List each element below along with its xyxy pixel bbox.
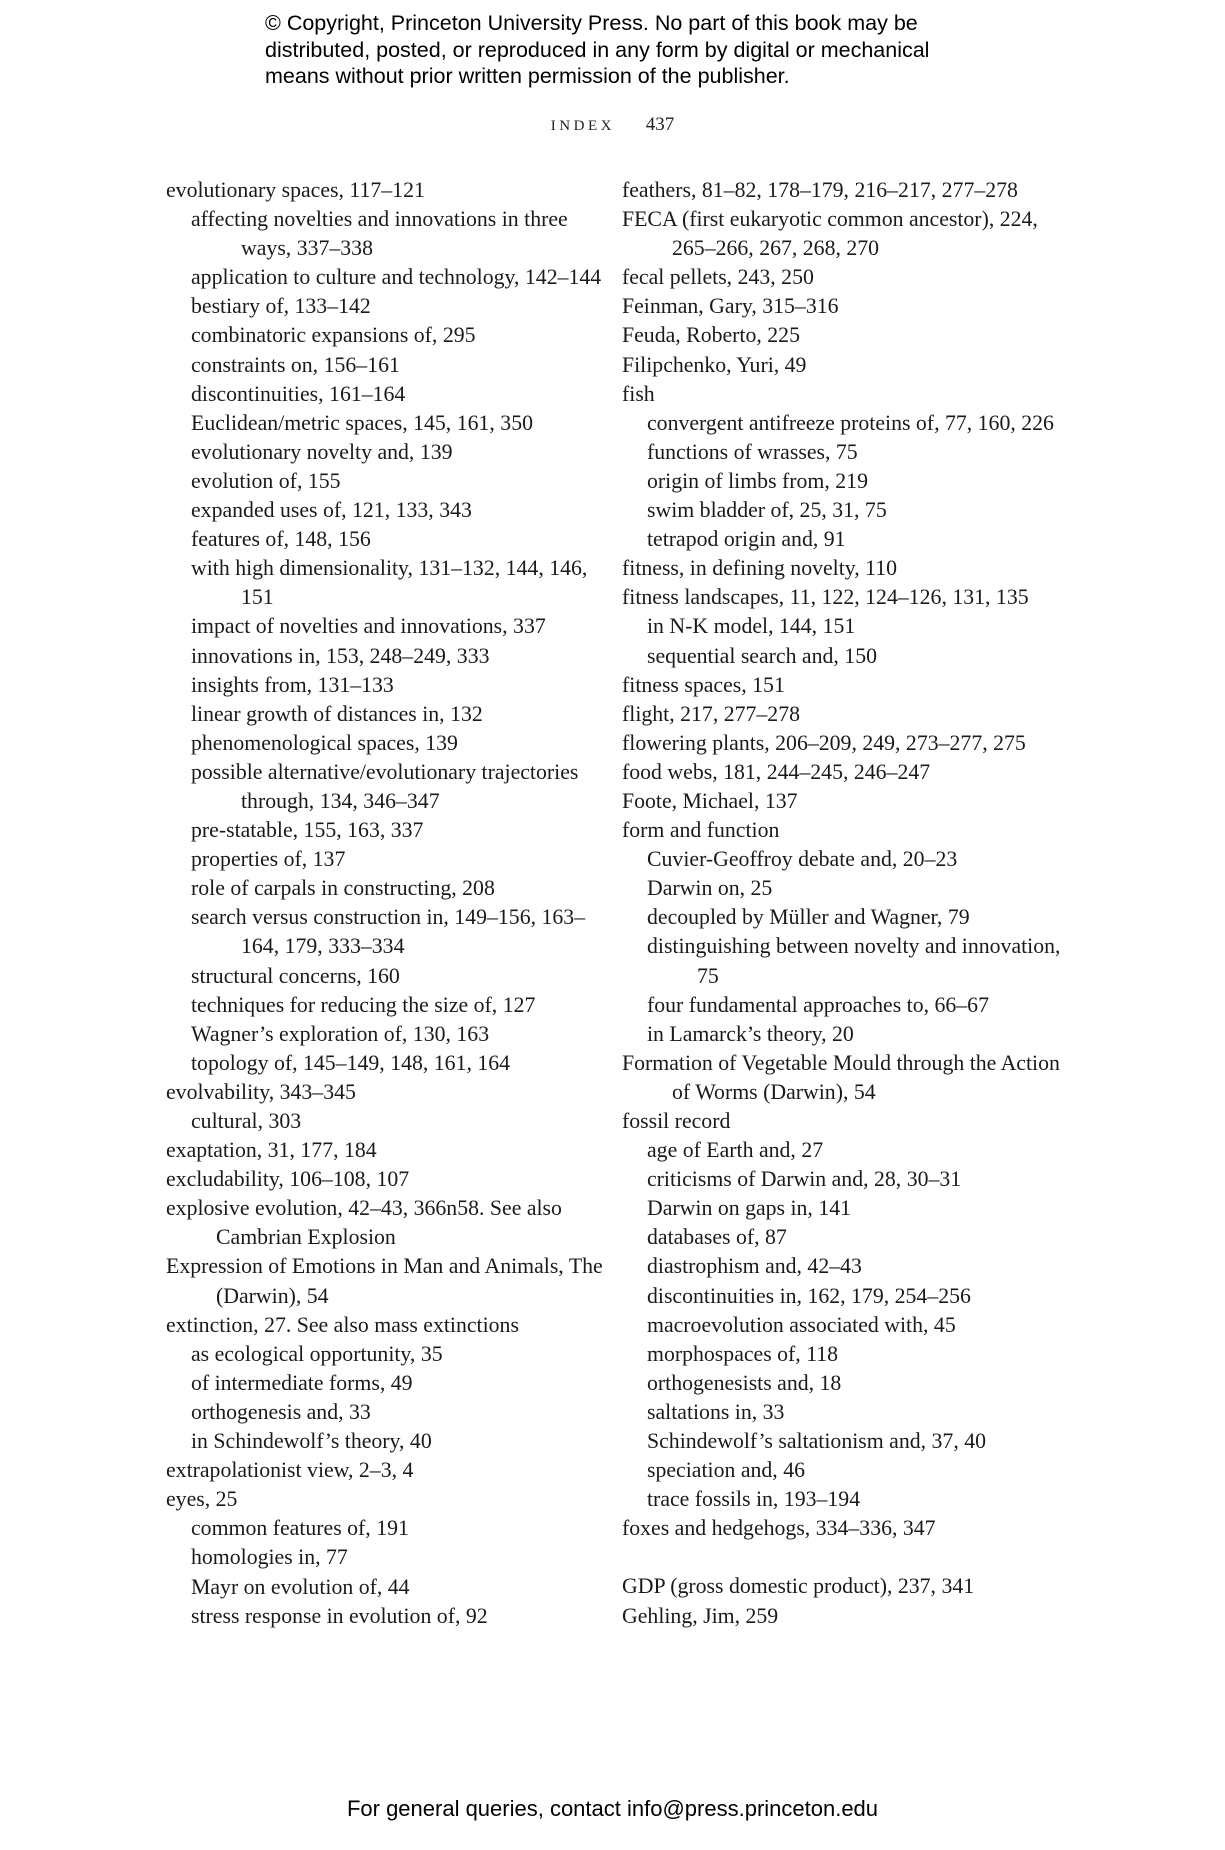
index-subentry: distinguishing between novelty and innovation, 75: [647, 934, 1061, 988]
index-entry: Formation of Vegetable Mould through the Action of Worms (Darwin), 54: [622, 1050, 1060, 1104]
index-subentry: linear growth of distances in, 132: [191, 701, 483, 726]
page-number: 437: [645, 114, 675, 135]
index-entry: fossil record: [622, 1109, 731, 1133]
index-subentry: orthogenesis and, 33: [191, 1399, 371, 1424]
index-entry: eyes, 25: [166, 1487, 238, 1512]
footer-contact: For general queries, contact info@press.princeton.edu: [346, 1796, 879, 1821]
index-subentry: expanded uses of, 121, 133, 343: [191, 498, 472, 523]
index-entry: explosive evolution, 42–43, 366n58. See also Cambrian Explosion: [166, 1196, 562, 1250]
index-entry: GDP (gross domestic product), 237, 341: [622, 1574, 975, 1599]
index-subentry: pre-statable, 155, 163, 337: [191, 818, 424, 843]
index-entry: food webs, 181, 244–245, 246–247: [622, 759, 931, 784]
index-column-left: [166, 176, 616, 1631]
index-subentry: possible alternative/evolutionary trajectories through, 134, 346–347: [191, 759, 579, 813]
index-entry: extrapolationist view, 2–3, 4: [166, 1458, 414, 1483]
index-subentry: properties of, 137: [191, 847, 346, 872]
index-entry: fitness, in defining novelty, 110: [622, 556, 898, 581]
index-subentry: convergent antifreeze proteins of, 77, 160, 226: [647, 410, 1054, 435]
index-subentry: cultural, 303: [191, 1109, 302, 1133]
index-entry: Filipchenko, Yuri, 49: [622, 352, 807, 377]
index-subentry: Schindewolf’s saltationism and, 37, 40: [647, 1429, 987, 1454]
index-subentry: Euclidean/metric spaces, 145, 161, 350: [191, 410, 533, 435]
index-entry: foxes and hedgehogs, 334–336, 347: [622, 1516, 936, 1541]
index-subentry: innovations in, 153, 248–249, 333: [191, 643, 490, 668]
index-subentry: macroevolution associated with, 45: [647, 1312, 956, 1337]
index-subentry: Darwin on gaps in, 141: [647, 1196, 852, 1221]
index-subentry: functions of wrasses, 75: [647, 439, 858, 464]
index-entry: Feinman, Gary, 315–316: [622, 294, 839, 319]
index-subentry: evolution of, 155: [191, 468, 341, 493]
index-subentry: common features of, 191: [191, 1516, 409, 1541]
index-entry: extinction, 27. See also mass extinctions: [166, 1312, 519, 1337]
index-subentry: age of Earth and, 27: [647, 1138, 824, 1163]
index-subentry: role of carpals in constructing, 208: [191, 876, 495, 901]
index-subentry: phenomenological spaces, 139: [191, 730, 458, 755]
index-subentry: Wagner’s exploration of, 130, 163: [191, 1021, 490, 1046]
index-subentry: impact of novelties and innovations, 337: [191, 614, 546, 639]
index-subentry: morphospaces of, 118: [647, 1341, 839, 1366]
index-subentry: discontinuities in, 162, 179, 254–256: [647, 1283, 971, 1308]
index-subentry: search versus construction in, 149–156, 163–164, 179, 333–334: [191, 905, 586, 959]
index-subentry: speciation and, 46: [647, 1458, 805, 1483]
index-entry: flowering plants, 206–209, 249, 273–277, 275: [622, 730, 1026, 755]
index-subentry: of intermediate forms, 49: [191, 1370, 413, 1395]
index-subentry: saltations in, 33: [647, 1399, 785, 1424]
index-entry: FECA (first eukaryotic common ancestor), 224, 265–266, 267, 268, 270: [622, 207, 1038, 261]
index-subentry: bestiary of, 133–142: [191, 294, 371, 319]
index-subentry: discontinuities, 161–164: [191, 381, 406, 406]
index-entry: Foote, Michael, 137: [622, 788, 798, 813]
copyright-line: distributed, posted, or reproduced in any form by digital or mechanical: [265, 37, 930, 62]
index-subentry: evolutionary novelty and, 139: [191, 439, 453, 464]
index-subentry: Darwin on, 25: [647, 876, 773, 901]
index-entry: fitness spaces, 151: [622, 672, 785, 697]
index-entry: Gehling, Jim, 259: [622, 1603, 779, 1628]
index-subentry: affecting novelties and innovations in three ways, 337–338: [191, 207, 568, 261]
index-subentry: application to culture and technology, 142–144: [191, 265, 602, 290]
index-subentry: Cuvier-Geoffroy debate and, 20–23: [647, 847, 958, 872]
index-subentry: constraints on, 156–161: [191, 352, 400, 377]
index-subentry: combinatoric expansions of, 295: [191, 323, 476, 348]
index-subentry: topology of, 145–149, 148, 161, 164: [191, 1050, 511, 1075]
copyright-line: means without prior written permission of the publisher.: [265, 64, 790, 88]
index-entry: evolvability, 343–345: [166, 1079, 356, 1104]
index-subentry: structural concerns, 160: [191, 963, 400, 988]
index-subentry: features of, 148, 156: [191, 527, 371, 552]
index-subentry: origin of limbs from, 219: [647, 468, 868, 493]
index-subentry: databases of, 87: [647, 1225, 787, 1250]
index-subentry: decoupled by Müller and Wagner, 79: [647, 905, 970, 930]
index-entry: Feuda, Roberto, 225: [622, 323, 800, 348]
index-entry: form and function: [622, 818, 780, 843]
index-subentry: techniques for reducing the size of, 127: [191, 992, 536, 1017]
index-subentry: diastrophism and, 42–43: [647, 1254, 862, 1279]
index-subentry: criticisms of Darwin and, 28, 30–31: [647, 1167, 962, 1192]
index-subentry: homologies in, 77: [191, 1545, 348, 1570]
index-subentry: swim bladder of, 25, 31, 75: [647, 498, 887, 523]
index-subentry: with high dimensionality, 131–132, 144, 146, 151: [191, 556, 588, 610]
index-entry: exaptation, 31, 177, 184: [166, 1138, 377, 1163]
index-subentry: orthogenesists and, 18: [647, 1370, 842, 1395]
index-subentry: stress response in evolution of, 92: [191, 1603, 488, 1628]
running-head: [0, 114, 1225, 136]
index-subentry: as ecological opportunity, 35: [191, 1341, 443, 1366]
index-entry: feathers, 81–82, 178–179, 216–217, 277–278: [622, 178, 1018, 202]
copyright-notice: [265, 10, 1025, 90]
index-entry: flight, 217, 277–278: [622, 701, 801, 726]
index-entry: excludability, 106–108, 107: [166, 1167, 410, 1192]
index-entry: fitness landscapes, 11, 122, 124–126, 131, 135: [622, 585, 1029, 610]
index-subentry: in N-K model, 144, 151: [647, 614, 856, 639]
index-entry: evolutionary spaces, 117–121: [166, 178, 425, 202]
index-subentry: in Lamarck’s theory, 20: [647, 1021, 854, 1046]
index-subentry: tetrapod origin and, 91: [647, 527, 846, 552]
copyright-line: © Copyright, Princeton University Press. No part of this book may be: [265, 11, 918, 35]
section-label: INDEX: [550, 118, 615, 134]
index-subentry: sequential search and, 150: [647, 643, 877, 668]
index-entry: fecal pellets, 243, 250: [622, 265, 814, 290]
index-subentry: in Schindewolf’s theory, 40: [191, 1429, 432, 1454]
index-column-right: [622, 176, 1062, 1631]
index-entry: Expression of Emotions in Man and Animals, The (Darwin), 54: [166, 1254, 603, 1308]
index-entry: fish: [622, 381, 655, 406]
index-subentry: trace fossils in, 193–194: [647, 1487, 861, 1512]
index-subentry: Mayr on evolution of, 44: [191, 1574, 410, 1599]
index-subentry: insights from, 131–133: [191, 672, 394, 697]
index-subentry: four fundamental approaches to, 66–67: [647, 992, 989, 1017]
